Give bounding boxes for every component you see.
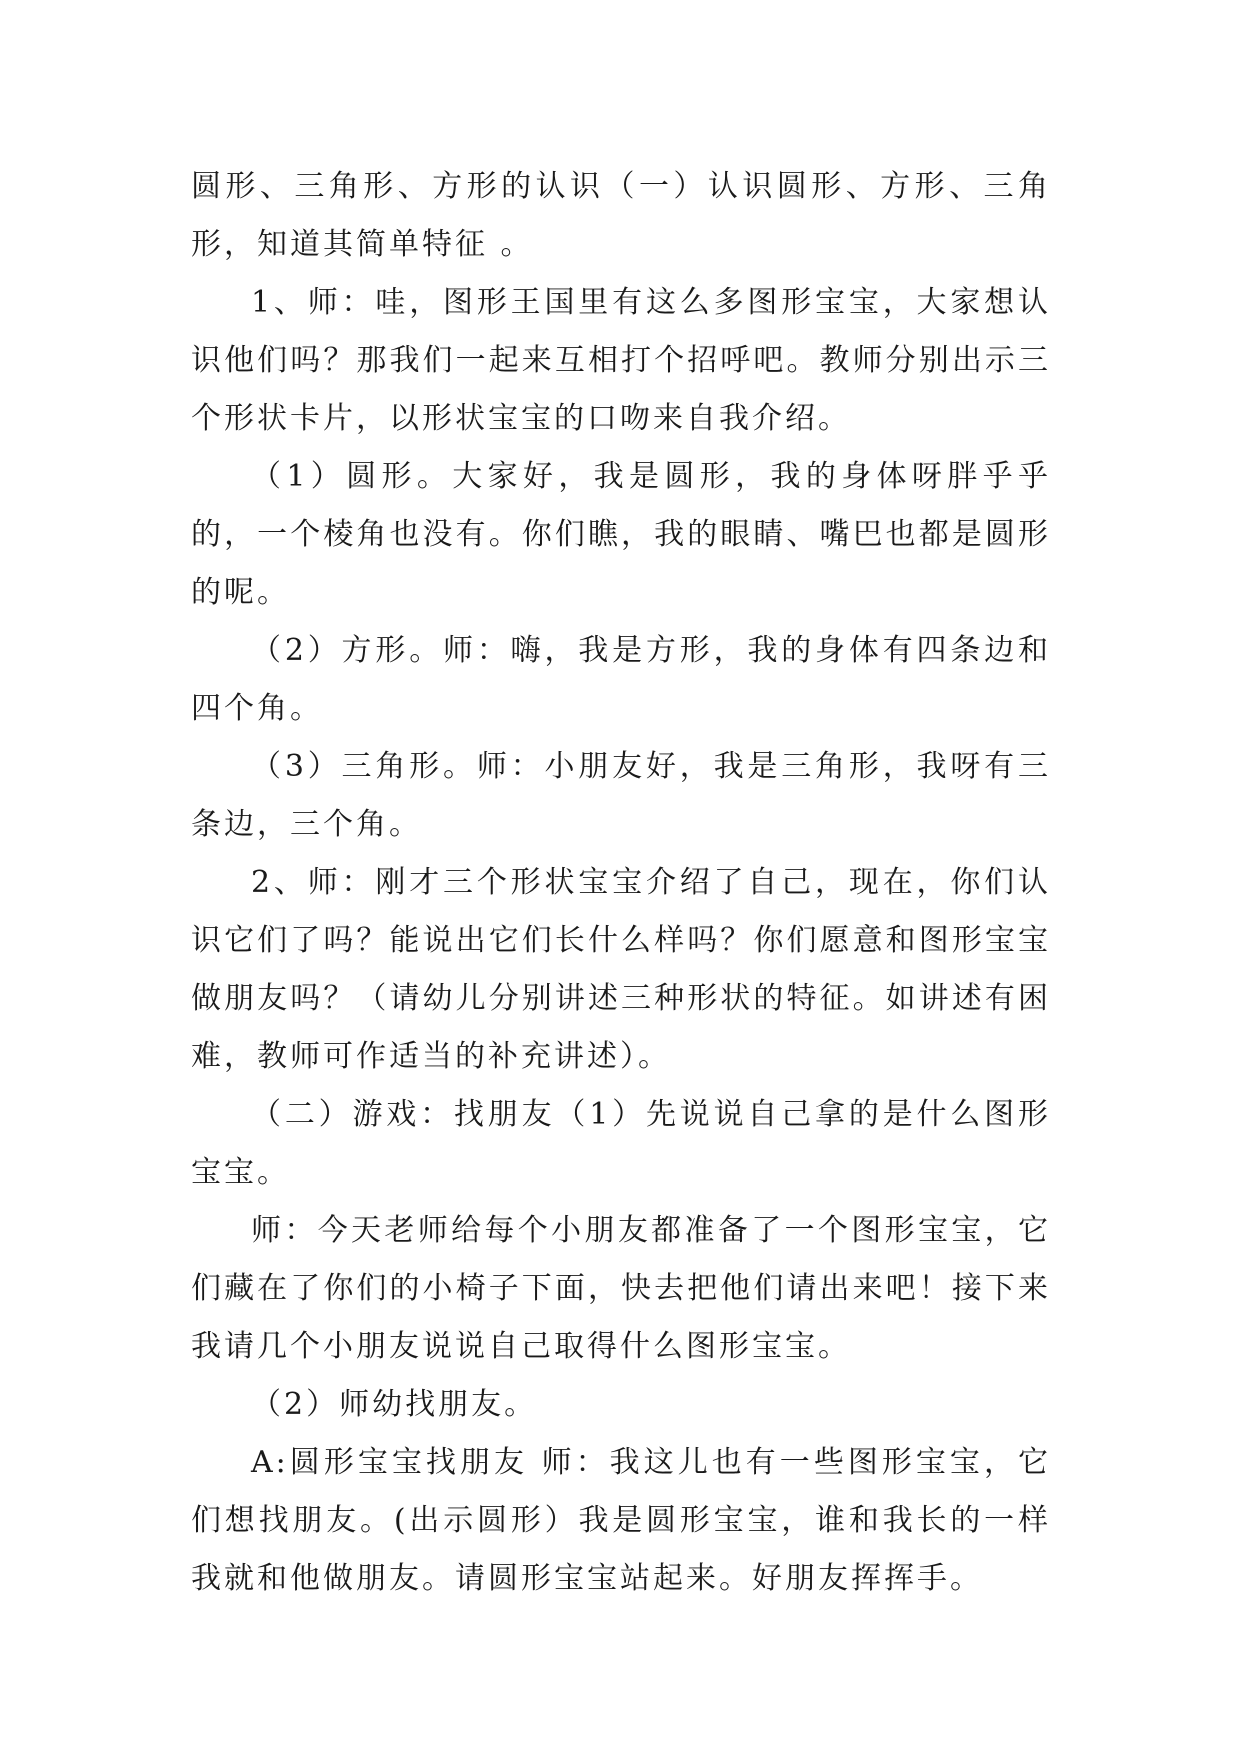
paragraph-step-2: 2、师：刚才三个形状宝宝介绍了自己，现在，你们认识它们了吗？能说出它们长什么样吗？你们愿意和图形宝宝做朋友吗？（请幼儿分别讲述三种形状的特征。如讲述有困难，教师可作适当的补充讲述）。 (191, 865, 1051, 1074)
paragraph-intro: 圆形、三角形、方形的认识（一）认识圆形、方形、三角形，知道其简单特征 。 (191, 169, 1051, 262)
paragraph-square: （2）方形。师：嗨，我是方形，我的身体有四条边和四个角。 (191, 633, 1051, 726)
paragraph-circle: （1）圆形。大家好，我是圆形，我的身体呀胖乎乎的，一个棱角也没有。你们瞧，我的眼睛、嘴巴也都是圆形的呢。 (191, 459, 1051, 610)
document-body (191, 158, 1051, 1608)
paragraph-circle-friends: A:圆形宝宝找朋友 师：我这儿也有一些图形宝宝，它们想找朋友。(出示圆形）我是圆形宝宝，谁和我长的一样我就和他做朋友。请圆形宝宝站起来。好朋友挥挥手。 (191, 1445, 1051, 1596)
paragraph-find-friends: （2）师幼找朋友。 (251, 1387, 538, 1422)
paragraph-triangle: （3）三角形。师：小朋友好，我是三角形，我呀有三条边，三个角。 (191, 749, 1051, 842)
paragraph-step-1: 1、师：哇，图形王国里有这么多图形宝宝，大家想认识他们吗？那我们一起来互相打个招呼吧。教师分别出示三个形状卡片，以形状宝宝的口吻来自我介绍。 (191, 285, 1051, 436)
paragraph-game-intro: （二）游戏：找朋友（1）先说说自己拿的是什么图形宝宝。 (191, 1097, 1051, 1190)
paragraph-teacher-prep: 师：今天老师给每个小朋友都准备了一个图形宝宝，它们藏在了你们的小椅子下面，快去把他们请出来吧！接下来我请几个小朋友说说自己取得什么图形宝宝。 (191, 1213, 1051, 1364)
